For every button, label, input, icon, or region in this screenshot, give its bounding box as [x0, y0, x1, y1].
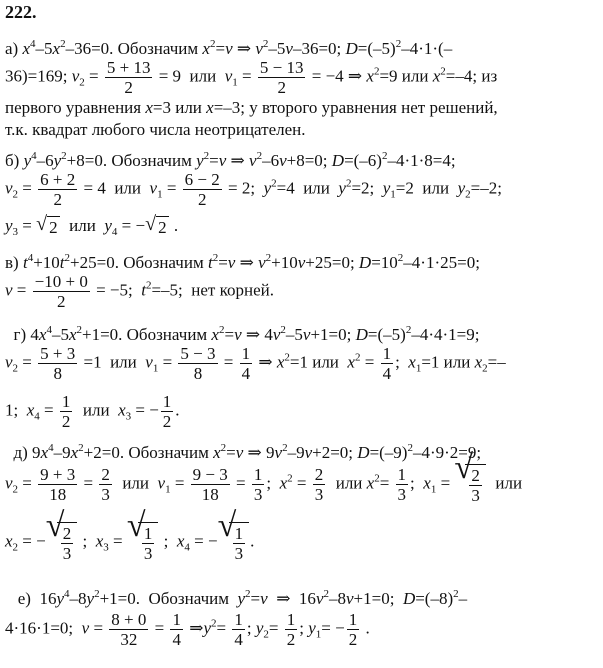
- line-d1: г) $4x^4-5x^2+1=0$. Обозначим $x^2=v$ ⇒ $4v^2-5v+1=0$; $D=(-5)^2-4\cdot 4\cdot 1=9$;: [5, 324, 480, 344]
- line-c2: v = $\frac{-10 + 0}{2}$ = −5; $t^2=-5$; нет корней.: [5, 272, 274, 311]
- line-a3: первого уравнения x=3 или x=–3; у второго уравнения нет решений,: [5, 98, 498, 117]
- problem-number: 222.: [5, 2, 37, 22]
- line-b2: $v_2$ = $\frac{6 + 2}{2}$ = 4 или $v_1$ = $\frac{6 - 2}{2}$ = 2; $y^2=4$ или $y^2=2$; $y_1=2$ или $y_2=-2$;: [5, 170, 502, 209]
- line-f1: е) $16y^4-8y^2+1=0$. Обозначим $y^2=v$ ⇒ $16v^2-8v+1=0$; $D=(-8)^2-$: [5, 588, 468, 608]
- line-b1: б) $y^4-6y^2+8=0$. Обозначим $y^2=v$ ⇒ $v^2-6v+8=0$; $D=(-6)^2-4\cdot 1\cdot 8=4$;: [5, 150, 456, 170]
- line-a4: т.к. квадрат любого числа неотрицателен.: [5, 120, 306, 139]
- line-a1: а) $x^4-5x^2-36=0$. Обозначим $x^2=v$ ⇒ $v^2-5v-36=0$; $D=(-5)^2-4\cdot 1\cdot(-$: [5, 38, 453, 58]
- line-c1: в) $t^4+10t^2+25=0$. Обозначим $t^2=v$ ⇒ $v^2+10v+25=0$; $D=10^2-4\cdot 1\cdot 25=0$;: [5, 252, 480, 272]
- line-e3: $x_2$ = − √ $\frac{2}{3}$ ; $x_3$ = √ $\frac{1}{3}$ ; $x_4$ = − √ $\frac{1}{3}$ .: [5, 522, 254, 563]
- line-a2: 36)=169; $v_2$ = $\frac{5 + 13}{2}$ = 9 или $v_1$ = $\frac{5 - 13}{2}$ = −4 ⇒ $x^2=9$ или $x^2=-4$; из: [5, 58, 498, 97]
- line-b3: $y_3$ = √ 2 или $y_4$ = −√ 2 .: [5, 216, 178, 242]
- line-e2: $v_2$ = $\frac{9 + 3}{18}$ = $\frac{2}{3}$ или $v_1$ = $\frac{9 - 3}{18}$ = $\frac{1}{3}$ ; $x^2$ = $\frac{2}{3}$ или $x^2=$ $\frac{1}{3}$ ; $x_1$ = √ $\frac{2}{3}$ или: [5, 464, 522, 505]
- line-d3: 1; $x_4$ = $\frac{1}{2}$ или $x_3$ = − $\frac{1}{2}$ .: [5, 392, 180, 431]
- line-f2: 4·16·1=0; v = $\frac{8 + 0}{32}$ = $\frac{1}{4}$ $\Rightarrow y^2=$ $\frac{1}{4}$ ; $y_2=$ $\frac{1}{2}$ ; $y_1=$ − $\frac{1}{2}$ .: [5, 610, 370, 649]
- line-e1: д) $9x^4-9x^2+2=0$. Обозначим $x^2=v$ ⇒ $9v^2-9v+2=0$; $D=(-9)^2-4\cdot 9\cdot 2=9$;: [5, 442, 482, 462]
- line-d2: $v_2$ = $\frac{5 + 3}{8}$ =1 или $v_1$ = $\frac{5 - 3}{8}$ = $\frac{1}{4}$ ⇒ $x^2=1$ или $x^2$ = $\frac{1}{4}$ ; $x_1=1$ или $x_2=-$: [5, 344, 506, 383]
